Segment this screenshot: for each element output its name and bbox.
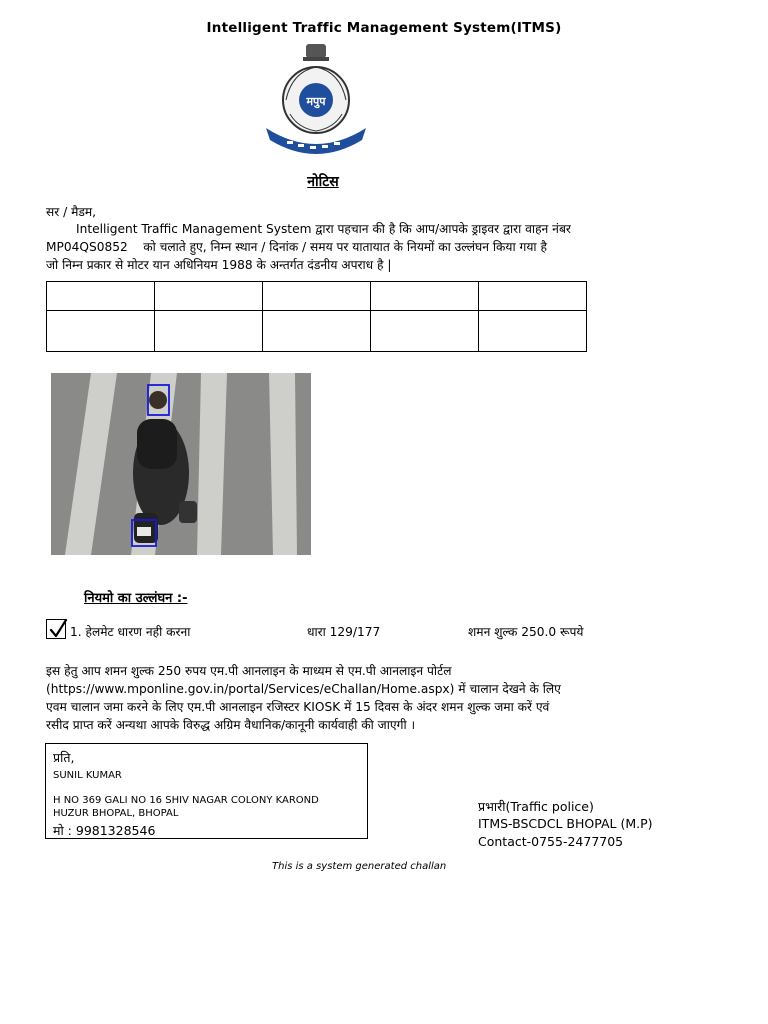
authority-contact: Contact-0755-2477705 xyxy=(478,834,624,849)
notice-line-1: Intelligent Traffic Management System द्वारा पहचान की है कि आप/आपके ड्राइवर द्वारा वाहन नंबर xyxy=(76,222,571,236)
checkmark-icon xyxy=(48,618,68,640)
violation-description: 1. हेलमेट धारण नही करना xyxy=(70,625,191,639)
recipient-address-box xyxy=(45,743,368,839)
document-title: Intelligent Traffic Management System(ITMS) xyxy=(206,20,562,36)
footer-note: This is a system generated challan xyxy=(272,861,447,872)
table-cell xyxy=(263,311,371,352)
table-cell xyxy=(263,282,371,311)
table-cell xyxy=(479,282,587,311)
table-cell xyxy=(371,311,479,352)
authority-office: ITMS-BSCDCL BHOPAL (M.P) xyxy=(478,816,653,831)
table-row xyxy=(47,282,587,311)
table-cell xyxy=(155,311,263,352)
vehicle-number: MP04QS0852 xyxy=(46,240,128,254)
violation-section: धारा 129/177 xyxy=(307,625,381,639)
recipient-mobile: मो : 9981328546 xyxy=(53,823,156,838)
table-cell xyxy=(47,282,155,311)
payment-line-1: इस हेतु आप शमन शुल्क 250 रुपय एम.पी आनलाइन के माध्यम से एम.पी आनलाइन पोर्टल xyxy=(46,664,452,678)
violation-checkbox[interactable] xyxy=(46,619,66,639)
recipient-address-line-2: HUZUR BHOPAL, BHOPAL xyxy=(53,808,179,819)
table-row xyxy=(47,311,587,352)
notice-line-2: MP04QS0852 को चलाते हुए, निम्न स्थान / दिनांक / समय पर यातायात के नियमों का उल्लंघन किया गया है xyxy=(46,240,547,254)
notice-line-3: जो निम्न प्रकार से मोटर यान अधिनियम 1988 के अन्तर्गत दंडनीय अपराध है | xyxy=(46,258,392,272)
payment-line-3: एवम चालान जमा करने के लिए एम.पी आनलाइन रजिस्टर KIOSK में 15 दिवस के अंदर शमन शुल्क जमा करें एवं xyxy=(46,700,550,714)
table-cell xyxy=(479,311,587,352)
violation-details-table xyxy=(46,281,587,352)
table-cell xyxy=(47,311,155,352)
payment-line-4: रसीद प्राप्त करें अन्यथा आपके विरुद्ध अग्रिम वैधानिक/कानूनी कार्यवाही की जाएगी । xyxy=(46,718,416,732)
notice-heading: नोटिस xyxy=(307,174,339,190)
violation-evidence-photo xyxy=(51,373,311,555)
mp-police-emblem-icon xyxy=(262,42,370,154)
recipient-label: प्रति, xyxy=(53,750,75,765)
violation-fine: शमन शुल्क 250.0 रूपये xyxy=(468,625,584,639)
recipient-address-line-1: H NO 369 GALI NO 16 SHIV NAGAR COLONY KAROND xyxy=(53,795,319,806)
violations-heading: नियमो का उल्लंघन :- xyxy=(84,591,188,606)
table-cell xyxy=(155,282,263,311)
payment-line-2: (https://www.mponline.gov.in/portal/Services/eChallan/Home.aspx) में चालान देखने के लिए xyxy=(46,682,561,696)
table-cell xyxy=(371,282,479,311)
emblem-monogram: मपुप xyxy=(306,95,326,108)
recipient-name: SUNIL KUMAR xyxy=(53,770,122,781)
authority-title: प्रभारी(Traffic police) xyxy=(478,799,594,814)
salutation: सर / मैडम, xyxy=(46,205,97,219)
